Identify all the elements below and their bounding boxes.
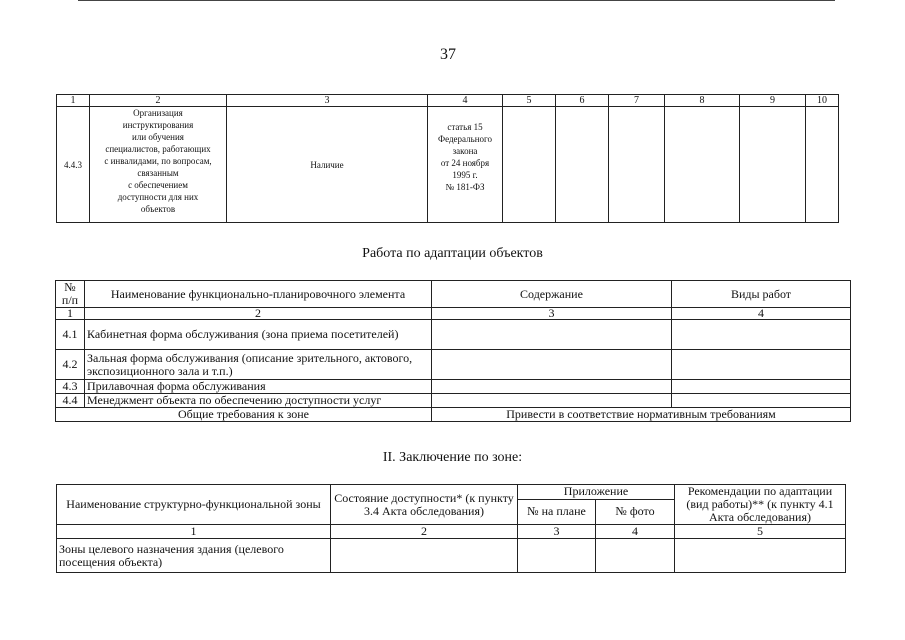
header-zone: Наименование структурно-функциональной зоны — [57, 485, 331, 525]
desc-line: инструктирования — [122, 120, 194, 130]
header-cell: 6 — [556, 95, 609, 107]
table-row — [56, 394, 851, 408]
header-num: 4 — [672, 308, 851, 320]
desc-line: специалистов, работающих — [105, 144, 211, 154]
desc-line: или обучения — [132, 132, 184, 142]
header-num: 1 — [57, 525, 331, 539]
header-photo-number: № фото — [596, 499, 675, 524]
empty-cell — [503, 107, 556, 223]
row-number: 4.4 — [56, 394, 85, 408]
empty-cell — [432, 394, 672, 408]
desc-line: доступности для них — [117, 192, 199, 202]
empty-cell — [556, 107, 609, 223]
header-cell: 3 — [227, 95, 428, 107]
row-number: 4.2 — [56, 350, 85, 380]
table-row — [57, 107, 839, 223]
row-name: Кабинетная форма обслуживания (зона приема посетителей) — [85, 320, 432, 350]
empty-cell — [432, 350, 672, 380]
row-number: 4.3 — [56, 380, 85, 394]
general-requirements-row — [56, 408, 851, 422]
empty-cell — [432, 320, 672, 350]
section-title-conclusion: II. Заключение по зоне: — [382, 450, 523, 465]
header-cell: Содержание — [432, 281, 672, 308]
table-adaptation — [55, 280, 851, 422]
header-cell: 7 — [609, 95, 665, 107]
header-cell: № п/п — [56, 281, 85, 308]
row-description — [90, 107, 227, 223]
law-line: статья 15 — [447, 122, 483, 132]
empty-cell — [331, 539, 518, 573]
page-number: 37 — [440, 46, 456, 63]
row-presence: Наличие — [227, 107, 428, 223]
header-cell: 9 — [740, 95, 806, 107]
row-name: Менеджмент объекта по обеспечению доступности услуг — [85, 394, 432, 408]
row-number: 4.4.3 — [57, 107, 90, 223]
row-number: 4.1 — [56, 320, 85, 350]
header-cell: Виды работ — [672, 281, 851, 308]
empty-cell — [518, 539, 596, 573]
desc-line: с инвалидами, по вопросам, — [104, 156, 212, 166]
empty-cell — [672, 320, 851, 350]
law-line: 1995 г. — [452, 170, 478, 180]
header-num: 5 — [675, 525, 846, 539]
header-num: 2 — [85, 308, 432, 320]
empty-cell — [672, 380, 851, 394]
table-conclusion — [56, 484, 846, 573]
empty-cell — [672, 394, 851, 408]
top-border-line — [78, 0, 835, 1]
general-label: Общие требования к зоне — [56, 408, 432, 422]
empty-cell — [672, 350, 851, 380]
row-name: Зальная форма обслуживания (описание зрительного, актового, экспозиционного зала и т.п.) — [85, 350, 432, 380]
desc-line: Организация — [133, 108, 183, 118]
empty-cell — [609, 107, 665, 223]
law-line: от 24 ноября — [440, 158, 490, 168]
general-value: Привести в соответствие нормативным требованиям — [432, 408, 851, 422]
table-row — [56, 320, 851, 350]
table-header-row — [56, 281, 851, 308]
table-number-row — [57, 525, 846, 539]
empty-cell — [806, 107, 839, 223]
header-recommendations: Рекомендации по адаптации (вид работы)** (к пункту 4.1 Акта обследования) — [675, 485, 846, 525]
header-state: Состояние доступности* (к пункту 3.4 Акта обследования) — [331, 485, 518, 525]
empty-cell — [665, 107, 740, 223]
law-line: № 181-ФЗ — [445, 182, 485, 192]
table-row — [56, 380, 851, 394]
header-num: 1 — [56, 308, 85, 320]
header-num: 3 — [432, 308, 672, 320]
desc-line: с обеспечением — [128, 180, 188, 190]
table-header-row — [57, 95, 839, 107]
empty-cell — [740, 107, 806, 223]
desc-line: объектов — [140, 204, 176, 214]
table-header-row — [57, 485, 846, 500]
header-cell: 10 — [806, 95, 839, 107]
header-cell: 4 — [428, 95, 503, 107]
row-name: Прилавочная форма обслуживания — [85, 380, 432, 394]
law-line: Федерального — [437, 134, 492, 144]
header-cell: 8 — [665, 95, 740, 107]
header-num: 3 — [518, 525, 596, 539]
row-law — [428, 107, 503, 223]
header-cell: 2 — [90, 95, 227, 107]
header-cell: 1 — [57, 95, 90, 107]
header-plan-number: № на плане — [518, 499, 596, 524]
header-cell: Наименование функционально-планировочного элемента — [85, 281, 432, 308]
header-appendix: Приложение — [518, 485, 675, 500]
empty-cell — [596, 539, 675, 573]
desc-line: связанным — [137, 168, 179, 178]
row-zone: Зоны целевого назначения здания (целевого посещения объекта) — [57, 539, 331, 573]
header-num: 4 — [596, 525, 675, 539]
table-row — [57, 539, 846, 573]
header-cell: 5 — [503, 95, 556, 107]
table-number-row — [56, 308, 851, 320]
empty-cell — [675, 539, 846, 573]
empty-cell — [432, 380, 672, 394]
table-4-4-3 — [56, 94, 839, 223]
header-num: 2 — [331, 525, 518, 539]
section-title-adaptation: Работа по адаптации объектов — [362, 246, 543, 261]
law-line: закона — [452, 146, 478, 156]
table-row — [56, 350, 851, 380]
